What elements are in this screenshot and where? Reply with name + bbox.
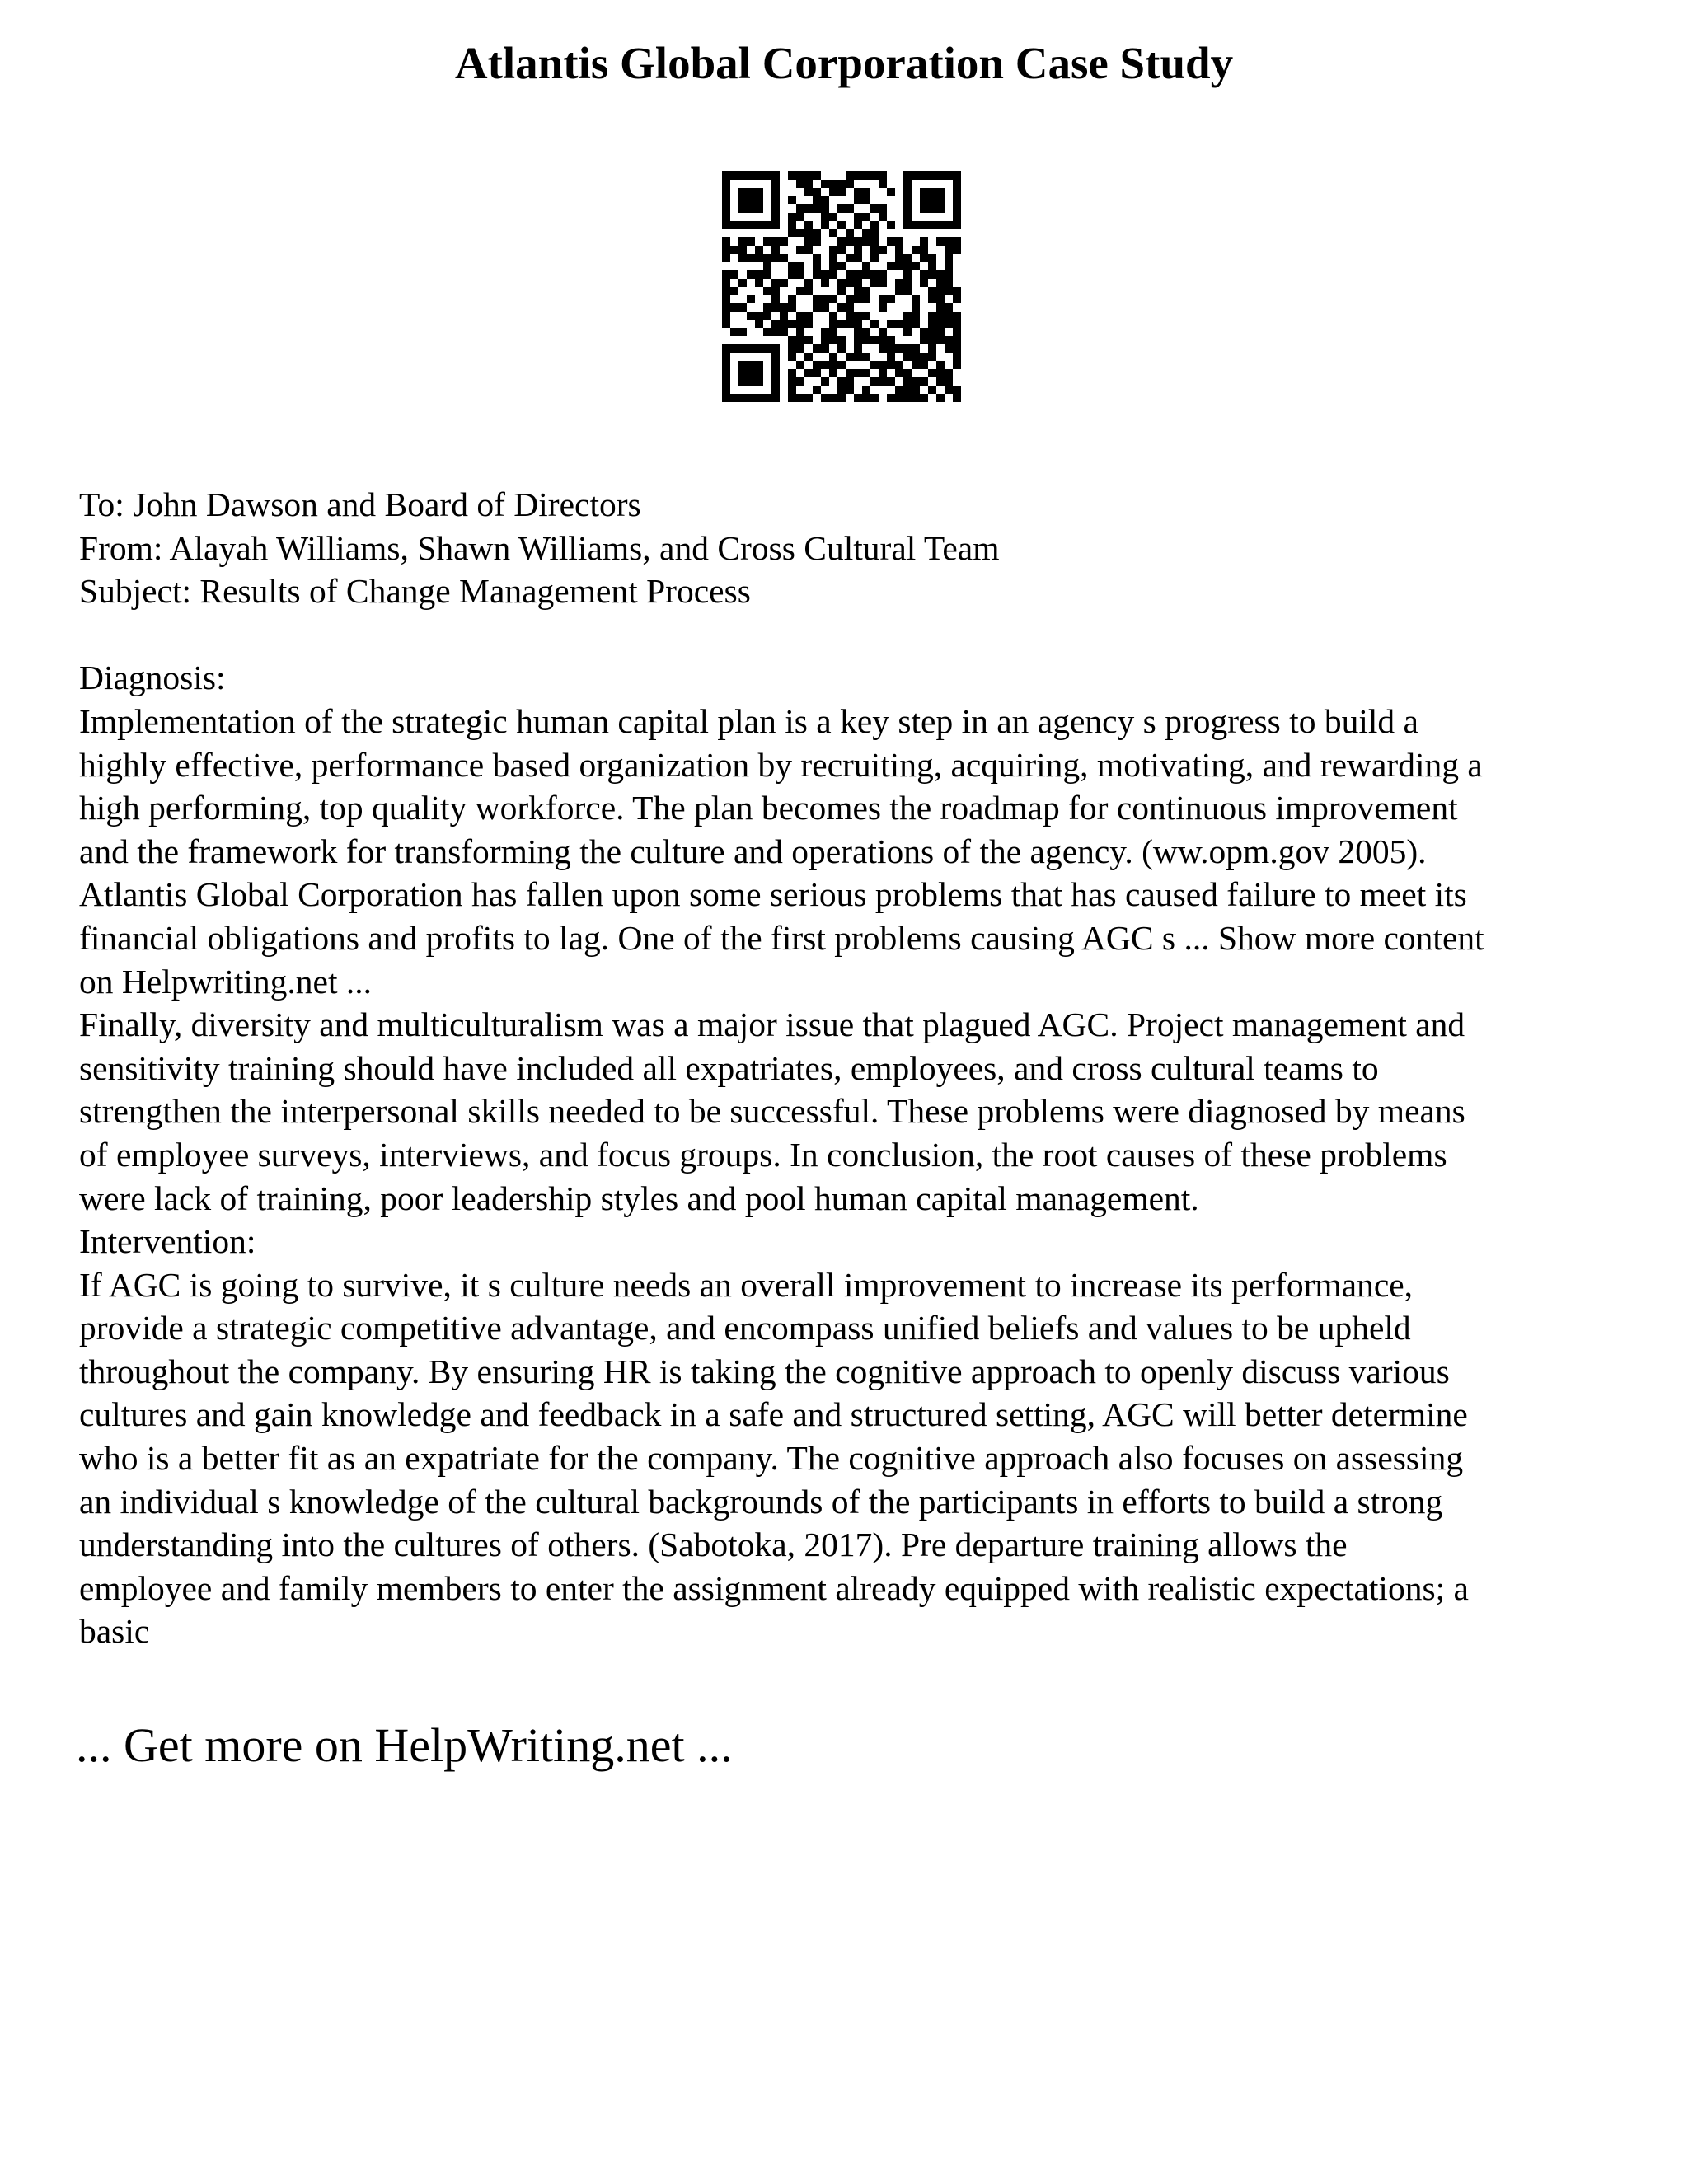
document-title: Atlantis Global Corporation Case Study xyxy=(454,38,1234,88)
document-body xyxy=(79,483,1645,1653)
intervention-line: cultures and gain knowledge and feedback in a safe and structured setting, AGC will better determine xyxy=(79,1395,1468,1434)
spacer xyxy=(79,613,1645,657)
diagnosis-line: strengthen the interpersonal skills needed to be successful. These problems were diagnosed by means xyxy=(79,1092,1465,1131)
intervention-line: who is a better fit as an expatriate for the company. The cognitive approach also focuses on assessing xyxy=(79,1439,1464,1478)
diagnosis-heading: Diagnosis: xyxy=(79,658,226,697)
intervention-heading: Intervention: xyxy=(79,1222,256,1261)
diagnosis-line: Implementation of the strategic human capital plan is a key step in an agency s progress to build a xyxy=(79,701,1418,740)
diagnosis-line: and the framework for transforming the culture and operations of the agency. (ww.opm.gov 2005). xyxy=(79,832,1427,870)
diagnosis-line: highly effective, performance based organization by recruiting, acquiring, motivating, and rewarding a xyxy=(79,745,1483,784)
intervention-line: throughout the company. By ensuring HR is taking the cognitive approach to openly discuss various xyxy=(79,1352,1450,1390)
intervention-line: basic xyxy=(79,1612,150,1651)
diagnosis-line: Finally, diversity and multiculturalism was a major issue that plagued AGC. Project management and xyxy=(79,1005,1465,1044)
get-more-link[interactable]: ... Get more on HelpWriting.net ... xyxy=(76,1718,733,1772)
memo-from: From: Alayah Williams, Shawn Williams, and Cross Cultural Team xyxy=(79,528,1000,567)
diagnosis-line: Atlantis Global Corporation has fallen upon some serious problems that has caused failure to meet its xyxy=(79,875,1467,914)
diagnosis-line: of employee surveys, interviews, and focus groups. In conclusion, the root causes of these problems xyxy=(79,1135,1447,1174)
diagnosis-line: were lack of training, poor leadership styles and pool human capital management. xyxy=(79,1179,1199,1217)
intervention-line: provide a strategic competitive advantage, and encompass unified beliefs and values to be upheld xyxy=(79,1309,1411,1347)
intervention-line: an individual s knowledge of the cultural backgrounds of the participants in efforts to build a strong xyxy=(79,1482,1443,1521)
diagnosis-line: on Helpwriting.net ... xyxy=(79,962,372,1001)
diagnosis-line: high performing, top quality workforce. The plan becomes the roadmap for continuous improvement xyxy=(79,789,1458,827)
intervention-line: If AGC is going to survive, it s culture needs an overall improvement to increase its performance, xyxy=(79,1265,1414,1304)
diagnosis-line: financial obligations and profits to lag. One of the first problems causing AGC s ... Show more content xyxy=(79,918,1484,957)
memo-to: To: John Dawson and Board of Directors xyxy=(79,485,641,523)
intervention-line: understanding into the cultures of others. (Sabotoka, 2017). Pre departure training allows the xyxy=(79,1526,1348,1564)
memo-subject: Subject: Results of Change Management Process xyxy=(79,572,751,611)
diagnosis-line: sensitivity training should have included all expatriates, employees, and cross cultural teams to xyxy=(79,1048,1379,1087)
intervention-line: employee and family members to enter the assignment already equipped with realistic expectations; a xyxy=(79,1568,1469,1607)
qr-code-icon xyxy=(722,171,961,410)
